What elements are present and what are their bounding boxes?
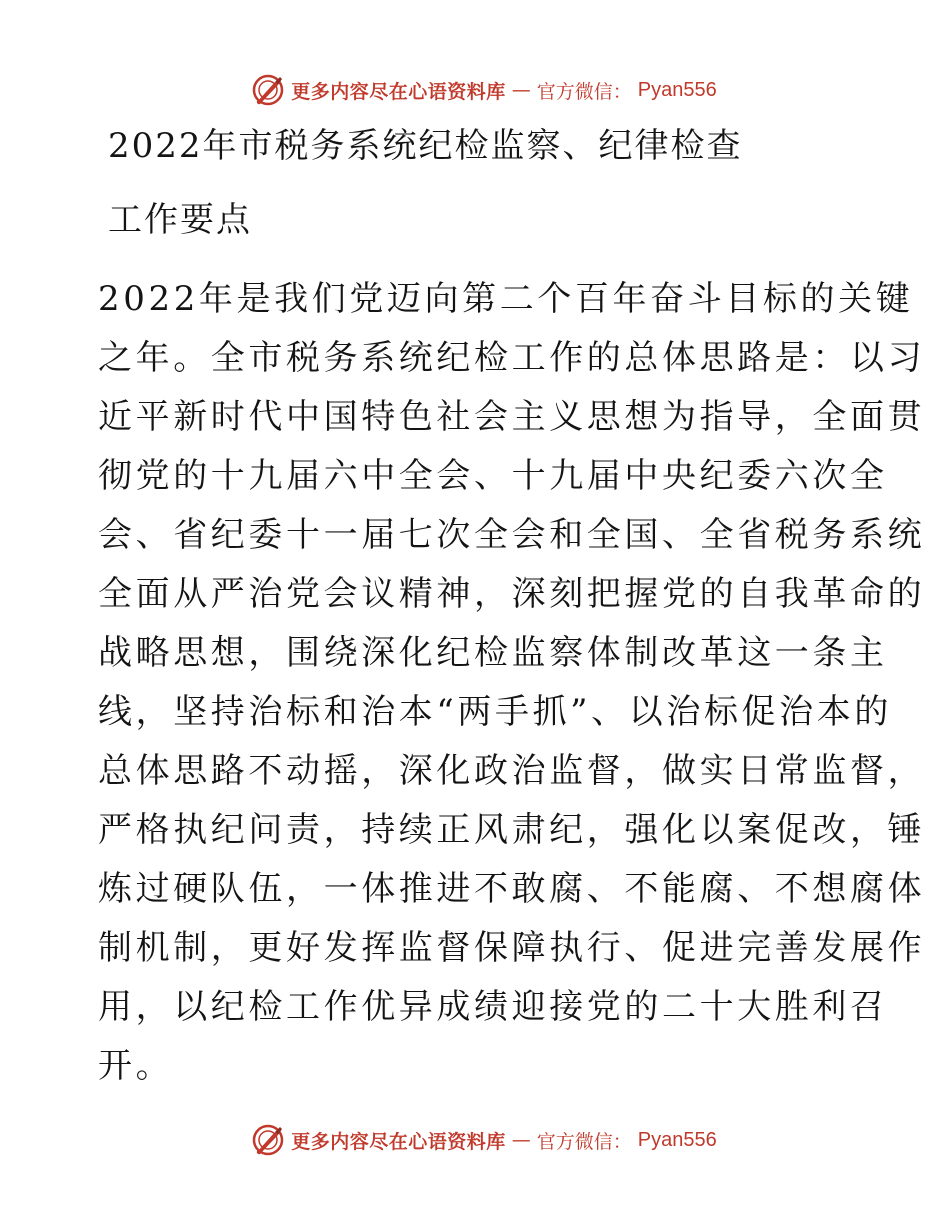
footer-banner: [0, 1120, 950, 1160]
body-line: 严格执纪问责，持续正风肃纪，强化以案促改，锤: [98, 810, 926, 850]
body-line: 2022年是我们党迈向第二个百年奋斗目标的关键: [98, 279, 914, 319]
document-subtitle: 工作要点: [108, 200, 252, 240]
body-line: 制机制，更好发挥监督保障执行、促进完善发展作: [98, 928, 926, 968]
banner-contact-label: 官方微信：: [536, 80, 632, 103]
ink-brush-logo-icon: [251, 73, 285, 107]
banner-promo-text: 更多内容尽在心语资料库: [291, 1130, 506, 1153]
banner-promo-text: 更多内容尽在心语资料库: [291, 80, 506, 103]
banner-contact-label: 官方微信：: [536, 1130, 632, 1153]
body-line: 炼过硬队伍，一体推进不敢腐、不能腐、不想腐体: [98, 869, 926, 909]
body-line: 总体思路不动摇，深化政治监督，做实日常监督，: [98, 751, 926, 791]
body-line: 线，坚持治标和治本“两手抓”、以治标促治本的: [98, 692, 892, 732]
body-line: 近平新时代中国特色社会主义思想为指导，全面贯: [98, 397, 926, 437]
banner-wechat-id: Pyan556: [637, 1128, 717, 1151]
body-paragraph: [98, 270, 926, 1096]
banner-separator: —: [511, 1129, 531, 1151]
body-line: 全面从严治党会议精神，深刻把握党的自我革命的: [98, 574, 926, 614]
body-line: 会、省纪委十一届七次全会和全国、全省税务系统: [98, 515, 926, 555]
body-line: 战略思想，围绕深化纪检监察体制改革这一条主: [98, 633, 888, 673]
banner-wechat-id: Pyan556: [637, 78, 717, 101]
body-line: 开。: [98, 1046, 174, 1086]
footer-banner-inner: [251, 1123, 717, 1157]
banner-separator: —: [511, 79, 531, 101]
body-line: 之年。全市税务系统纪检工作的总体思路是：以习: [98, 338, 926, 378]
ink-brush-logo-icon: [251, 1123, 285, 1157]
header-banner: [0, 70, 950, 110]
body-line: 彻党的十九届六中全会、十九届中央纪委六次全: [98, 456, 888, 496]
document-title: 2022年市税务系统纪检监察、纪律检查: [108, 126, 743, 166]
body-line: 用，以纪检工作优异成绩迎接党的二十大胜利召: [98, 987, 888, 1027]
header-banner-inner: [251, 73, 717, 107]
